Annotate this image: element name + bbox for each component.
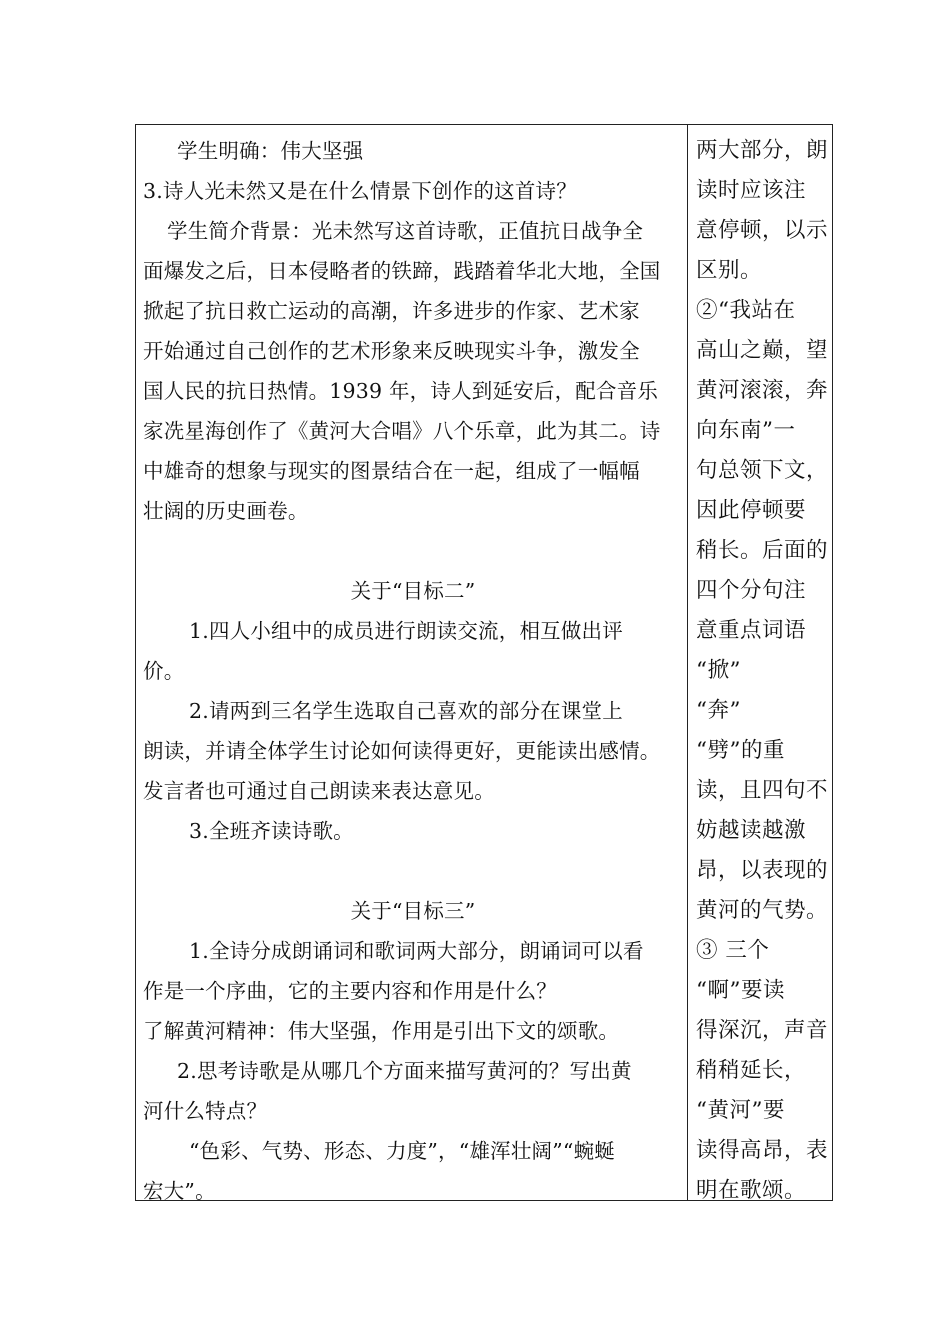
text-line: 面爆发之后，日本侵略者的铁蹄，践踏着华北大地，全国 [143, 259, 661, 283]
note-line: 黄河的气势。 [696, 898, 829, 923]
teaching-content-column [143, 131, 683, 1211]
section-heading-goal-three: 关于“目标三” [350, 899, 476, 923]
text-line: 家冼星海创作了《黄河大合唱》八个乐章，此为其二。诗 [143, 419, 661, 443]
text-line: 2.请两到三名学生选取自己喜欢的部分在课堂上 [189, 699, 623, 723]
text-line: 2.思考诗歌是从哪几个方面来描写黄河的？写出黄 [177, 1059, 632, 1083]
note-line: 句总领下文， [696, 458, 829, 483]
note-line: 因此停顿要 [696, 498, 807, 523]
note-line: ②“我站在 [696, 298, 796, 323]
text-line: 河什么特点？ [143, 1099, 268, 1123]
note-line: 区别。 [696, 258, 763, 283]
note-line: 读，且四句不 [696, 778, 829, 803]
section-heading-goal-two: 关于“目标二” [350, 579, 476, 603]
notes-column [696, 131, 828, 1211]
text-line: 了解黄河精神：伟大坚强，作用是引出下文的颂歌。 [143, 1019, 620, 1043]
text-line: 宏大”。 [143, 1179, 216, 1203]
note-line: 稍长。后面的 [696, 538, 829, 563]
note-line: “黄河”要 [696, 1098, 785, 1123]
text-line: 作是一个序曲，它的主要内容和作用是什么？ [143, 979, 557, 1003]
note-line: 向东南”一 [696, 418, 796, 443]
text-line: 中雄奇的想象与现实的图景结合在一起，组成了一幅幅 [143, 459, 640, 483]
text-line: 1.全诗分成朗诵词和歌词两大部分，朗诵词可以看 [189, 939, 644, 963]
text-line: 朗读，并请全体学生讨论如何读得更好，更能读出感情。 [143, 739, 661, 763]
note-line: 四个分句注 [696, 578, 807, 603]
text-line: 价。 [143, 659, 185, 683]
text-line: 壮阔的历史画卷。 [143, 499, 309, 523]
blank-line [143, 851, 683, 891]
note-line: 读时应该注 [696, 178, 807, 203]
note-line: 昂，以表现的 [696, 858, 829, 883]
lesson-table [135, 124, 833, 1201]
text-line: 学生明确：伟大坚强 [177, 139, 364, 163]
text-line: 1.四人小组中的成员进行朗读交流，相互做出评 [189, 619, 623, 643]
text-line: 开始通过自己创作的艺术形象来反映现实斗争，激发全 [143, 339, 640, 363]
note-line: 稍稍延长， [696, 1058, 807, 1083]
note-line: 妨越读越激 [696, 818, 807, 843]
text-line: 发言者也可通过自己朗读来表达意见。 [143, 779, 495, 803]
note-line: 两大部分，朗 [696, 138, 829, 163]
note-line: ③ 三个 [696, 938, 770, 963]
note-line: “掀” [696, 658, 741, 683]
note-line: “劈”的重 [696, 738, 785, 763]
column-divider [687, 125, 688, 1200]
note-line: 明在歌颂。 [696, 1178, 807, 1203]
text-line: “色彩、气势、形态、力度”，“雄浑壮阔”“蜿蜒 [189, 1139, 615, 1163]
note-line: 意停顿，以示 [696, 218, 829, 243]
text-line: 学生简介背景：光未然写这首诗歌，正值抗日战争全 [167, 219, 644, 243]
text-line: 3.诗人光未然又是在什么情景下创作的这首诗？ [143, 179, 577, 203]
note-line: 黄河滚滚，奔 [696, 378, 829, 403]
blank-line [143, 531, 683, 571]
note-line: “啊”要读 [696, 978, 785, 1003]
note-line: 高山之巅，望 [696, 338, 829, 363]
text-line: 国人民的抗日热情。1939 年，诗人到延安后，配合音乐 [143, 379, 659, 403]
note-line: 意重点词语 [696, 618, 807, 643]
text-line: 掀起了抗日救亡运动的高潮，许多进步的作家、艺术家 [143, 299, 640, 323]
text-line: 3.全班齐读诗歌。 [189, 819, 354, 843]
note-line: “奔” [696, 698, 741, 723]
note-line: 读得高昂，表 [696, 1138, 829, 1163]
note-line: 得深沉，声音 [696, 1018, 829, 1043]
